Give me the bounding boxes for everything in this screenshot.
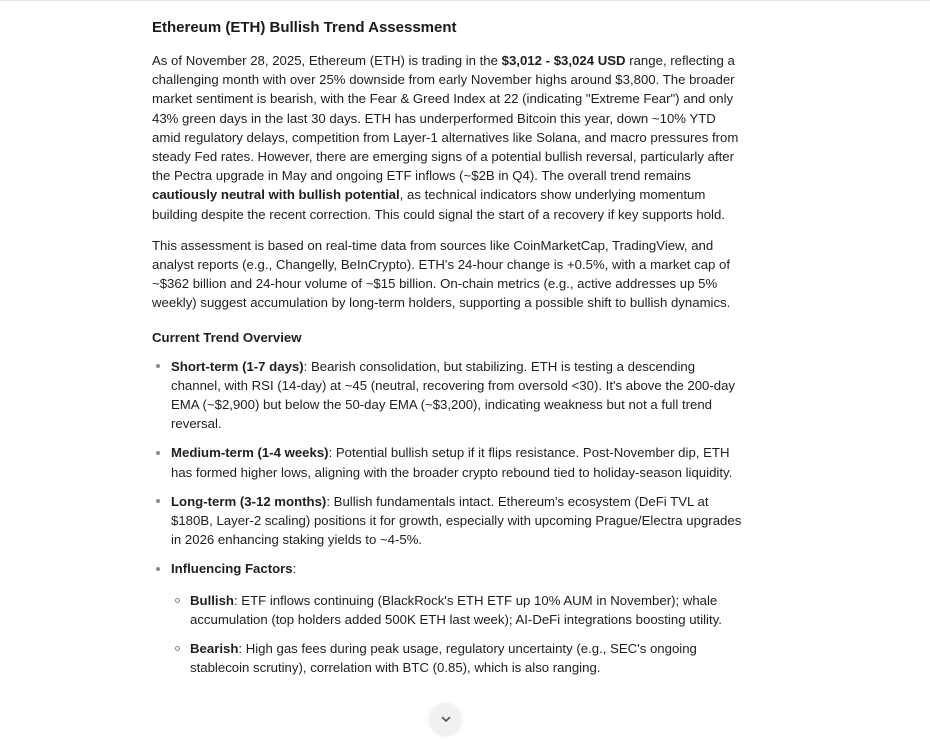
intro-text-3: , as technical indicators show underlying momentum building despite the recent correction. This could signal the start of a recovery if key supports hold. [152, 187, 725, 222]
intro-text-2: range, reflecting a challenging month with over 25% downside from early November highs around $3,800. The broader market sentiment is bearish, with the Fear & Greed Index at 22 (indicating "Extreme Fear") and only 43% green days in the last 30 days. ETH has underperformed Bitcoin this year, down ~10% YTD amid regulatory delays, competition from Layer-1 alternatives like Solana, and macro pressures from steady Fed rates. However, there are emerging signs of a potential bullish reversal, particularly after the Pectra upgrade in May and ongoing ETF inflows (~$2B in Q4). The overall trend remains [152, 53, 739, 184]
price-range: $3,012 - $3,024 USD [501, 53, 626, 68]
factors-list [171, 591, 744, 678]
list-item [171, 591, 744, 629]
item-label: Medium-term (1-4 weeks) [171, 445, 329, 461]
list-item [152, 357, 744, 434]
factor-text: : ETF inflows continuing (BlackRock's ETH ETF up 10% AUM in November); whale accumulation (top holders added 500K ETH last week); AI-DeFi integrations boosting utility. [190, 592, 722, 627]
factor-label: Bearish [190, 641, 239, 657]
list-item [171, 639, 744, 677]
item-text: : [292, 561, 297, 577]
item-label: Short-term (1-7 days) [171, 358, 304, 374]
assistant-response [152, 18, 744, 687]
item-text: : Potential bullish setup if it flips resistance. Post-November dip, ETH has formed higher lows, aligning with the broader crypto rebound tied to holiday-season liquidity. [171, 445, 733, 480]
section-heading: Current Trend Overview [152, 329, 302, 345]
item-label: Long-term (3-12 months) [171, 493, 327, 509]
intro-text-1: As of November 28, 2025, Ethereum (ETH) is trading in the [152, 53, 502, 68]
basis-paragraph: This assessment is based on real-time data from sources like CoinMarketCap, TradingView, and analyst reports (e.g., Changelly, BeInCrypto). ETH's 24-hour change is +0.5%, with a market cap of ~$362 billion and 24-hour volume of ~$15 billion. On-chain metrics (e.g., active addresses up 5% weekly) suggest accumulation by long-term holders, supporting a possible shift to bullish dynamics. [152, 237, 731, 311]
trend-verdict: cautiously neutral with bullish potential [152, 187, 400, 203]
bullet-icon [175, 598, 180, 603]
factor-label: Bullish [190, 592, 234, 608]
list-item [152, 443, 744, 481]
bullet-icon [156, 567, 160, 571]
top-divider [0, 0, 930, 1]
trend-list [152, 357, 744, 678]
bullet-icon [175, 646, 180, 651]
response-title: Ethereum (ETH) Bullish Trend Assessment [152, 19, 457, 36]
bullet-icon [156, 364, 160, 368]
list-item [152, 492, 744, 550]
intro-paragraph [152, 51, 744, 224]
item-text: : Bearish consolidation, but stabilizing. ETH is testing a descending channel, with RSI (14-day) at ~45 (neutral, recovering from oversold <30). It's above the 200-day EMA (~$2,900) but below the 50-day EMA (~$3,200), indicating weakness but not a full trend reversal. [171, 358, 736, 432]
item-label: Influencing Factors [171, 561, 293, 577]
list-item [152, 559, 744, 677]
scroll-down-button[interactable] [430, 703, 461, 734]
chevron-down-icon [440, 713, 452, 725]
factor-text: : High gas fees during peak usage, regulatory uncertainty (e.g., SEC's ongoing stablecoin scrutiny), correlation with BTC (0.85), which is also ranging. [190, 641, 697, 676]
item-text: : Bullish fundamentals intact. Ethereum's ecosystem (DeFi TVL at $180B, Layer-2 scaling) positions it for growth, especially with upcoming Prague/Electra upgrades in 2026 enhancing staking yields to ~4-5%. [171, 493, 742, 548]
bullet-icon [156, 499, 160, 503]
bullet-icon [156, 451, 160, 455]
